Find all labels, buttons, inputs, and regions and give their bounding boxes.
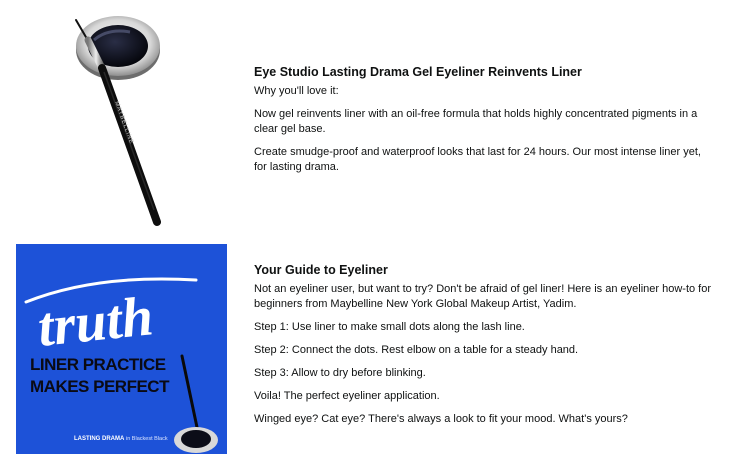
feature-title: Eye Studio Lasting Drama Gel Eyeliner Reinvents Liner: [254, 65, 582, 79]
guide-paragraph: Not an eyeliner user, but want to try? Don't be afraid of gel liner! Here is an eyeliner how-to for beginners from Maybelline New York Global Makeup Artist, Yadim.: [254, 283, 712, 310]
guide-step-1: Step 1: Use liner to make small dots along the lash line.: [254, 321, 525, 333]
feature-paragraph: Now gel reinvents liner with an oil-free formula that holds highly concentrated pigments in a clear gel base.: [254, 108, 698, 135]
guide-title: Your Guide to Eyeliner: [254, 263, 388, 277]
ad-headline-line2: MAKES PERFECT: [30, 377, 169, 396]
feature-copy: [254, 64, 714, 183]
ad-image: [16, 244, 227, 454]
product-image: [60, 10, 210, 232]
ad-script-word: truth: [34, 285, 156, 359]
guide-copy: [254, 262, 714, 435]
guide-paragraph: Winged eye? Cat eye? There's always a look to fit your mood. What's yours?: [254, 413, 628, 425]
guide-paragraph: Voila! The perfect eyeliner application.: [254, 390, 440, 402]
brush-brand-text: MAYBELLINE: [113, 100, 135, 146]
guide-step-2: Step 2: Connect the dots. Rest elbow on a table for a steady hand.: [254, 344, 579, 356]
ad-headline-line1: LINER PRACTICE: [30, 355, 166, 374]
guide-step-3: Step 3: Allow to dry before blinking.: [254, 367, 426, 379]
feature-paragraph: Why you'll love it:: [254, 85, 339, 97]
feature-section-guide: [0, 240, 736, 462]
ad-footer-product: LASTING DRAMA: [74, 436, 125, 442]
ad-footer-shade: in Blackest Black: [126, 436, 168, 442]
feature-paragraph: Create smudge-proof and waterproof looks that last for 24 hours. Our most intense liner yet, for lasting drama.: [254, 146, 701, 173]
